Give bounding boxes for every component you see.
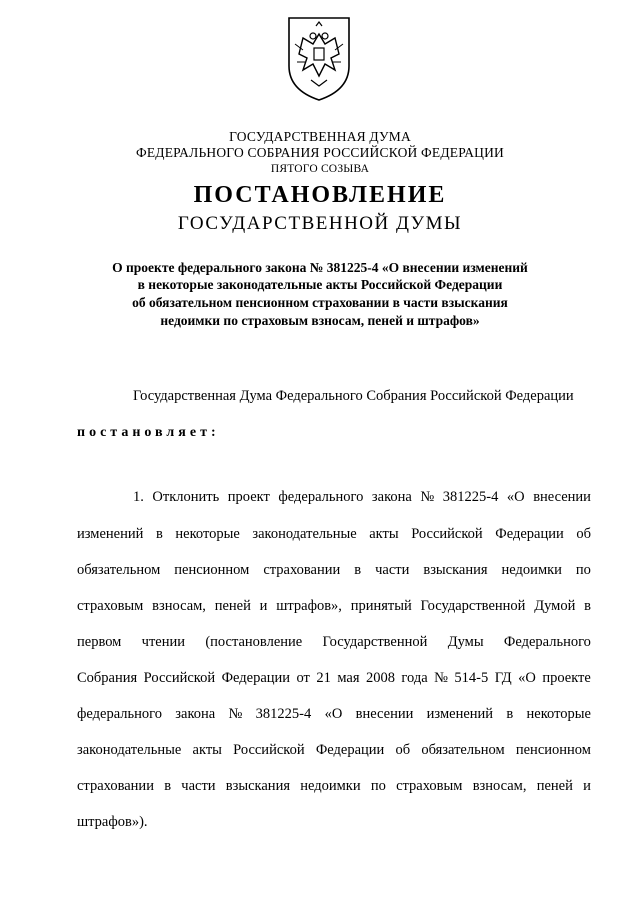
word: «О [324, 706, 343, 722]
word: № [420, 489, 435, 505]
word: законодательные [77, 742, 182, 758]
subject-line: недоимки по страховым взносам, пеней и штрафов» [160, 313, 480, 328]
word: федерального [77, 706, 162, 722]
item1-line [77, 526, 591, 543]
word: некоторые [175, 526, 240, 542]
word: «О [506, 489, 525, 505]
word: части [375, 562, 410, 578]
word: страховании [263, 562, 341, 578]
header-line-1: ГОСУДАРСТВЕННАЯ ДУМА [229, 129, 411, 144]
word: года [401, 670, 428, 686]
word: Думой [534, 598, 576, 614]
word: и [259, 598, 268, 614]
item1-line [77, 778, 591, 795]
word: страховании [77, 778, 154, 794]
word: изменений [77, 526, 144, 542]
word: Думы [447, 634, 484, 650]
word: об [576, 526, 591, 542]
decree-word: постановляет: [77, 425, 220, 440]
word: первом [77, 634, 122, 650]
word: Федерации [315, 742, 385, 758]
word: штрафов», [276, 598, 342, 614]
word: Отклонить [152, 489, 220, 505]
word: в [164, 778, 172, 794]
word: закона [371, 489, 412, 505]
item1-line [77, 742, 591, 759]
word: взносам, [472, 778, 527, 794]
word: по [575, 562, 591, 578]
word: 1. [133, 489, 144, 505]
item1-line [77, 562, 591, 579]
word: пенсионном [174, 562, 250, 578]
word: 21 [316, 670, 331, 686]
word: 514-5 [454, 670, 489, 686]
word: закона [175, 706, 216, 722]
document-title: ПОСТАНОВЛЕНИЕ [193, 182, 447, 208]
item1-line [77, 706, 591, 723]
word: страховым [77, 598, 144, 614]
word: Собрания [77, 670, 138, 686]
word: недоимки [300, 778, 361, 794]
word: «О [518, 670, 536, 686]
word: в [354, 562, 362, 578]
word: ГД [494, 670, 512, 686]
word: обязательном [77, 562, 161, 578]
word: акты [192, 742, 222, 758]
word: Российской [143, 670, 216, 686]
header-line-3: ПЯТОГО СОЗЫВА [270, 163, 370, 175]
word: обязательном [421, 742, 505, 758]
word: части [181, 778, 216, 794]
word: взносам, [152, 598, 206, 614]
word: в [506, 706, 514, 722]
word: внесении [355, 706, 414, 722]
word: Государственной [322, 634, 428, 650]
item1-line [133, 489, 591, 506]
word: по [370, 778, 386, 794]
word: Российской [233, 742, 305, 758]
word: № [228, 706, 243, 722]
word: внесении [533, 489, 591, 505]
word: № [434, 670, 448, 686]
word: 381225-4 [442, 489, 499, 505]
word: некоторые [526, 706, 591, 722]
word: изменений [426, 706, 494, 722]
word: в [155, 526, 163, 542]
state-emblem-icon [283, 14, 355, 102]
subject-line: в некоторые законодательные акты Российской Федерации [137, 277, 503, 292]
word: Государственной [420, 598, 526, 614]
word: акты [369, 526, 399, 542]
word: 2008 [365, 670, 395, 686]
item1-line [77, 670, 591, 687]
word: Федерации [221, 670, 291, 686]
item1-line [77, 634, 591, 651]
word: пеней [536, 778, 573, 794]
word: чтении [141, 634, 186, 650]
subject-line: О проекте федерального закона № 381225-4 «О внесении изменений [112, 260, 528, 275]
item1-line [77, 598, 591, 615]
word: (постановление [205, 634, 303, 650]
word: мая [337, 670, 360, 686]
document-subtitle: ГОСУДАРСТВЕННОЙ ДУМЫ [177, 213, 463, 234]
header-line-2: ФЕДЕРАЛЬНОГО СОБРАНИЯ РОССИЙСКОЙ ФЕДЕРАЦИИ [136, 145, 504, 160]
word: взыскания [423, 562, 488, 578]
word: Российской [411, 526, 483, 542]
word: проект [227, 489, 270, 505]
word: пеней [214, 598, 251, 614]
word: федерального [278, 489, 364, 505]
word: принятый [350, 598, 412, 614]
word: законодательные [252, 526, 357, 542]
word: проекте [542, 670, 591, 686]
word: в [584, 598, 591, 614]
word: и [583, 778, 591, 794]
word: взыскания [225, 778, 290, 794]
word: об [395, 742, 411, 758]
word: 381225-4 [255, 706, 312, 722]
item1-line-last: штрафов»). [77, 814, 148, 830]
word: пенсионном [515, 742, 591, 758]
word: Федерации [495, 526, 564, 542]
word: недоимки [501, 562, 562, 578]
word: страховым [396, 778, 463, 794]
word: от [296, 670, 310, 686]
word: Федерального [503, 634, 591, 650]
preamble: Государственная Дума Федерального Собрания Российской Федерации [133, 388, 574, 404]
subject-line: об обязательном пенсионном страховании в части взыскания [132, 295, 508, 310]
